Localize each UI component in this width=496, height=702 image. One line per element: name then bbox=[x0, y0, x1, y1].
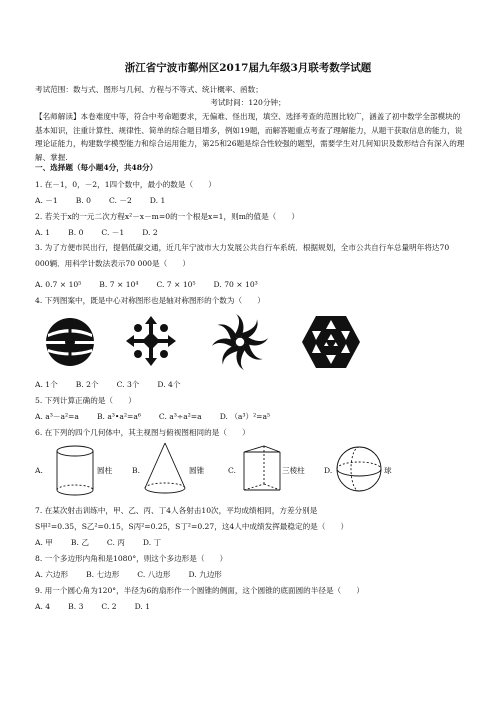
question-8: 8. 一个多边形内角和是1080°，则这个多边形是（ ） bbox=[35, 554, 228, 563]
option-a: A. 六边形 bbox=[35, 570, 69, 579]
option-c: C. 3个 bbox=[116, 380, 140, 389]
question-3: 3. 为了方便市民出行，提倡低碳交通，近几年宁波市大力发展公共自行车系统．根据规划，全市公共自行车总量明年将达70 000辆．用科学计数法表示70 000是（ ） bbox=[35, 243, 450, 268]
question-5: 5. 下列计算正确的是（ ） bbox=[35, 396, 136, 405]
sphere-figure bbox=[334, 444, 384, 494]
option-c: C. 2 bbox=[101, 602, 117, 611]
option-d: D. 70 × 10³ bbox=[213, 280, 258, 289]
exam-scope: 考试范围：数与式、图形与几何、方程与不等式、统计概率、函数； bbox=[35, 85, 263, 94]
option-c: C. a³÷a²=a bbox=[158, 412, 202, 421]
option-c: C. －2 bbox=[109, 196, 132, 205]
option-a: A. 甲 bbox=[35, 538, 53, 547]
option-d: D. 1 bbox=[149, 196, 166, 205]
cone-figure bbox=[140, 440, 190, 498]
option-b: B. 7 × 10⁴ bbox=[99, 280, 139, 289]
question-2-options bbox=[35, 228, 176, 237]
option-c: C. 八边形 bbox=[137, 570, 171, 579]
exam-title: 浙江省宁波市鄞州区2017届九年级3月联考数学试题 bbox=[124, 62, 372, 74]
option-c-label: C. bbox=[228, 466, 236, 475]
option-d: D. （a³）²=a⁵ bbox=[219, 412, 271, 421]
option-a: A. a³－a²=a bbox=[35, 412, 79, 421]
option-b: B. 0 bbox=[75, 196, 91, 205]
question-7: 7. 在某次射击训练中，甲、乙、丙、丁4人各射击10次，平均成绩相同，方差分别是 bbox=[35, 506, 318, 515]
question-7-variances: S甲²=0.35，S乙²=0.15，S丙²=0.25，S丁²=0.27，这4人中成绩发挥最稳定的是（ ） bbox=[35, 522, 349, 531]
sphere-label: 球 bbox=[384, 466, 392, 475]
question-7-options bbox=[35, 538, 179, 547]
option-d: D. 丁 bbox=[142, 538, 162, 547]
question-2: 2. 若关于x的一元二次方程x²－x－m=0的一个根是x=1，则m的值是（ ） bbox=[35, 212, 300, 221]
option-b: B. 乙 bbox=[70, 538, 89, 547]
cone-label: 圆锥 bbox=[189, 466, 205, 475]
option-b: B. 2个 bbox=[75, 380, 99, 389]
question-9: 9. 用一个圆心角为120°，半径为6的扇形作一个圆锥的侧面，这个圆锥的底面圆的半径是（ ） bbox=[35, 586, 364, 595]
option-d: D. 1 bbox=[134, 602, 151, 611]
pattern-arrow-cross bbox=[124, 314, 178, 368]
option-b: B. 七边形 bbox=[86, 570, 120, 579]
option-b: B. 3 bbox=[68, 602, 84, 611]
prism-label: 三棱柱 bbox=[282, 466, 305, 475]
triangular-prism-figure bbox=[240, 442, 284, 498]
pattern-circle-stripes bbox=[44, 316, 96, 368]
option-d: D. 2 bbox=[142, 228, 158, 237]
question-1: 1. 在－1，0，－2，1四个数中，最小的数是（ ） bbox=[35, 180, 216, 189]
option-b-label: B. bbox=[132, 466, 140, 475]
question-9-options bbox=[35, 602, 168, 611]
question-5-options bbox=[35, 412, 288, 421]
section-heading: 一、选择题（每小题4分，共48分） bbox=[35, 163, 158, 172]
question-6: 6. 在下列的四个几何体中，其主视图与俯视图相同的是（ ） bbox=[35, 428, 250, 437]
question-4: 4. 下列图案中，既是中心对称图形也是轴对称图形的个数为（ ） bbox=[35, 296, 265, 305]
option-d: D. 九边形 bbox=[188, 570, 222, 579]
option-b: B. a³•a²=a⁶ bbox=[96, 412, 141, 421]
option-c: C. 7 × 10⁵ bbox=[156, 280, 196, 289]
option-d: D. 4个 bbox=[157, 380, 181, 389]
option-a: A. 1个 bbox=[35, 380, 58, 389]
question-3-options bbox=[35, 280, 276, 289]
cylinder-figure bbox=[52, 444, 98, 498]
option-a-label: A. bbox=[35, 466, 43, 475]
option-c: C. 丙 bbox=[106, 538, 125, 547]
option-a: A. 0.7 × 10⁵ bbox=[35, 280, 82, 289]
option-b: B. 0 bbox=[68, 228, 84, 237]
option-a: A. 4 bbox=[35, 602, 51, 611]
option-d-label: D. bbox=[324, 466, 333, 475]
option-a: A. 1 bbox=[35, 228, 51, 237]
cylinder-label: 圆柱 bbox=[97, 466, 113, 475]
pattern-hexagon-triangles bbox=[300, 312, 362, 372]
option-c: C. －1 bbox=[101, 228, 125, 237]
commentary: 【名师解读】本卷难度中等，符合中考命题要求，无偏难、怪出现，填空、选择考查的范围比较广，涵盖了初中数学全部模块的基本知识，注重计算性、规律性、简单的综合题目增多，例如19题，而解答题重点考查了理解能力，从题干获取信息的能力，说理论证能力，构建数学模型能力和综合运用能力，第25和26题是综合性较强的题型，需要学生对几何知识及数形结合有深入的理解、掌握. bbox=[35, 112, 465, 162]
option-a: A. －1 bbox=[35, 196, 58, 205]
question-4-options bbox=[35, 380, 198, 389]
pattern-pinwheel bbox=[210, 312, 270, 372]
question-8-options bbox=[35, 570, 240, 579]
question-1-options bbox=[35, 196, 183, 205]
exam-time: 考试时间：120分钟； bbox=[210, 98, 286, 107]
